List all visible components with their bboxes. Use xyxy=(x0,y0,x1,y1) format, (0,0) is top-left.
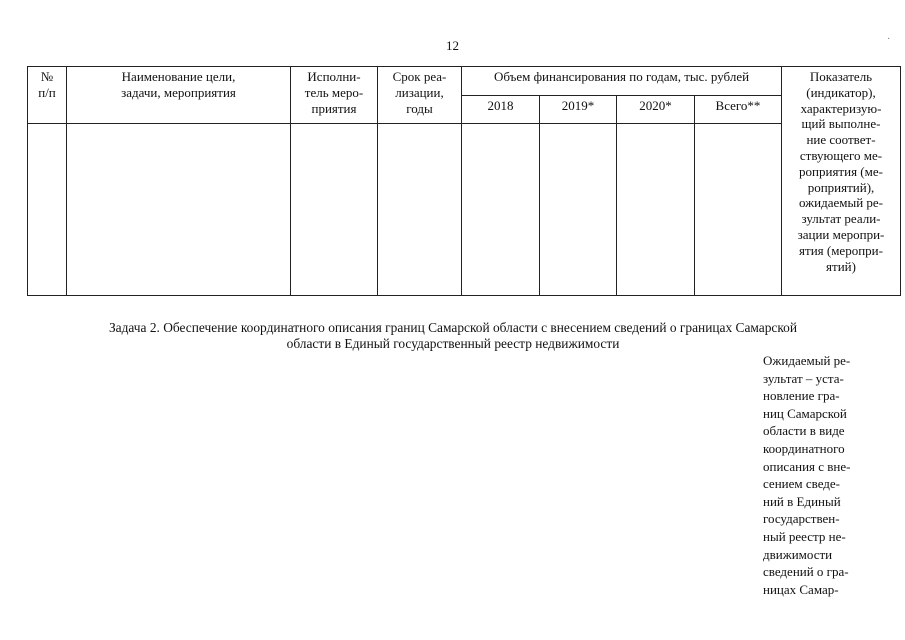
header-period: Срок реа- лизации, годы xyxy=(378,67,462,124)
empty-cell xyxy=(695,124,782,296)
header-total: Всего** xyxy=(695,96,782,124)
empty-cell xyxy=(378,124,462,296)
empty-cell xyxy=(67,124,291,296)
task-caption: Задача 2. Обеспечение координатного описания границ Самарской области с внесением сведений о границах Самарской области в Единый государственный реестр недвижимости xyxy=(108,320,798,351)
header-indicator: Показатель (индикатор), характеризую- щий выполне- ние соответ- ствующего ме- роприятия (ме- роприятий), ожидаемый ре- зультат реали- зации меропри- ятия (меропри- ятий) xyxy=(782,67,901,296)
stray-mark: · xyxy=(887,34,891,45)
header-year-2018: 2018 xyxy=(462,96,540,124)
page-number: 12 xyxy=(446,38,459,53)
expected-result-text: Ожидаемый ре- зультат – уста- новление гра- ниц Самарской области в виде координатного описания с вне- сением сведе- ний в Единый государствен- ный реестр не- движимости сведений о гра- ницах Самар- xyxy=(763,353,851,597)
empty-cell xyxy=(28,124,67,296)
header-funding: Объем финансирования по годам, тыс. рублей xyxy=(462,67,782,96)
empty-cell xyxy=(540,124,617,296)
empty-cell xyxy=(291,124,378,296)
empty-cell xyxy=(462,124,540,296)
header-table xyxy=(27,66,901,296)
header-executor: Исполни- тель меро- приятия xyxy=(291,67,378,124)
empty-cell xyxy=(617,124,695,296)
header-year-2020: 2020* xyxy=(617,96,695,124)
header-year-2019: 2019* xyxy=(540,96,617,124)
header-num: № п/п xyxy=(28,67,67,124)
header-name: Наименование цели, задачи, мероприятия xyxy=(67,67,291,124)
